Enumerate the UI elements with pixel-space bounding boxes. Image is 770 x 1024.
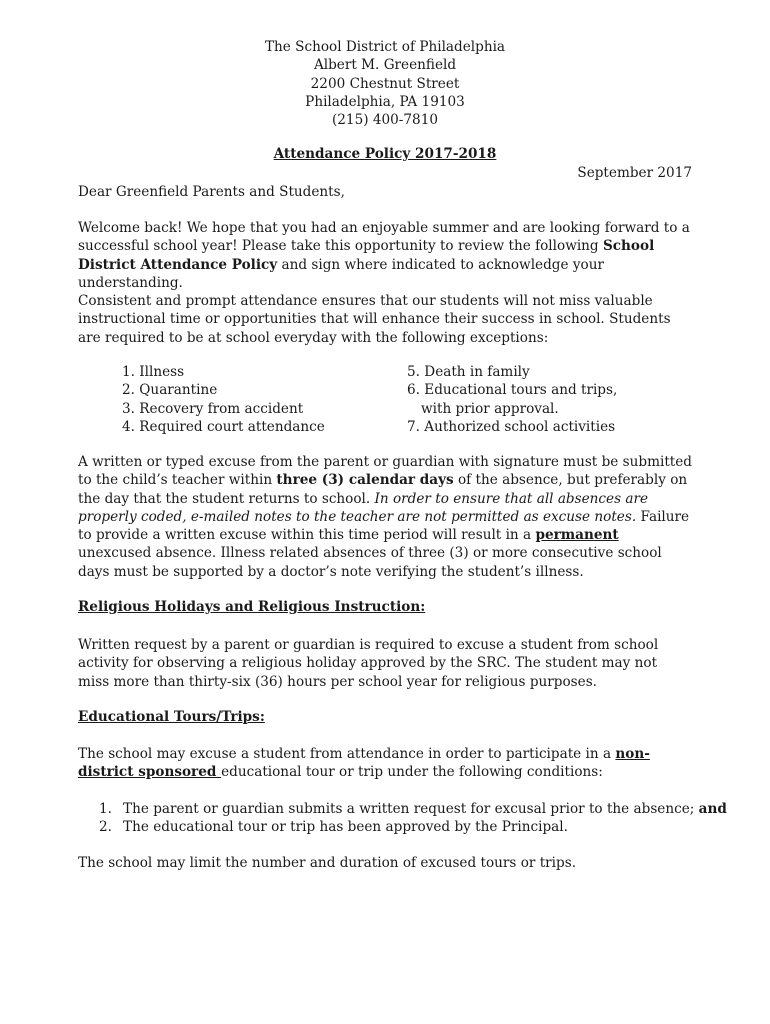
excuse-paragraph [78,453,692,581]
excuse-text: unexcused absence. Illness related absences of three (3) or more consecutive school days must be supported by a doctor’s note verifying the student’s illness. [78,545,662,580]
tour-condition [99,818,727,836]
tours-closing: The school may limit the number and duration of excused tours or trips. [78,855,577,871]
excuse-text: of the absence, but preferably on the day that the student returns to school. [78,472,688,507]
exception-item: 5. Death in family [407,364,530,380]
condition-and: and [698,801,727,817]
intro-text: Welcome back! We hope that you had an enjoyable summer and are looking forward to a successful school year! Please take this opportunity to review the following [78,220,690,255]
tours-heading: Educational Tours/Trips: [78,709,265,725]
excuse-permanent-emphasis: permanent [535,527,619,544]
condition-number: 2. [99,819,112,836]
exception-item: 2. Quarantine [122,382,218,399]
exception-item: 4. Required court attendance [122,418,325,435]
attendance-paragraph: Consistent and prompt attendance ensures that our students will not miss valuable instructional time or opportunities that will enhance their success in school. Students are required to be at school everyday with the following exceptions: [78,293,671,346]
religious-heading: Religious Holidays and Religious Instruction: [78,599,426,615]
tours-text: The school may excuse a student from attendance in order to participate in a [78,746,616,762]
document-title: Attendance Policy 2017-2018 [273,146,497,162]
excuse-email-note: In order to ensure that all absences are properly coded, e-mailed notes to the teacher are not permitted as excuse notes. [78,490,649,525]
excuse-text: Failure to provide a written excuse within this time period will result in a [78,508,690,544]
intro-text-end: and sign where indicated to acknowledge your understanding. [78,256,604,291]
intro-paragraph [78,219,692,292]
street-address: 2200 Chestnut Street [310,75,460,92]
exception-item: 6. Educational tours and trips, [407,382,618,399]
district-name: The School District of Philadelphia [264,39,506,55]
tours-paragraph [78,745,692,782]
letterhead [0,38,770,129]
letter-date: September 2017 [577,165,692,181]
religious-paragraph: Written request by a parent or guardian is required to excuse a student from school activity for observing a religious holiday approved by the SRC. The student may not miss more than thirty-six (36) hours per school year for religious purposes. [78,637,659,690]
tour-conditions-list [99,800,727,837]
exceptions-right-column [407,363,617,436]
school-name: Albert M. Greenfield [313,57,457,74]
city-state-zip: Philadelphia, PA 19103 [305,93,465,110]
tours-text-end: educational tour or trip under the following conditions: [221,764,603,781]
intro-policy-name: School District Attendance Policy [78,238,655,273]
excuse-deadline: three (3) calendar days [276,472,454,489]
exception-item-continued: with prior approval. [421,400,559,417]
condition-number: 1. [99,801,112,817]
exceptions-left-column [122,363,325,436]
exception-item: 1. Illness [122,364,185,380]
tour-condition [99,800,727,818]
exception-item: 3. Recovery from accident [122,400,304,417]
exception-item: 7. Authorized school activities [407,418,616,435]
tours-non-district-emphasis: non-district sponsored [78,746,650,781]
condition-text: The parent or guardian submits a written request for excusal prior to the absence; [123,801,699,817]
excuse-text: A written or typed excuse from the parent or guardian with signature must be submitted to the child’s teacher within [78,454,692,489]
condition-text: The educational tour or trip has been approved by the Principal. [123,819,568,836]
salutation: Dear Greenfield Parents and Students, [78,184,345,200]
phone-number: (215) 400-7810 [331,112,438,129]
